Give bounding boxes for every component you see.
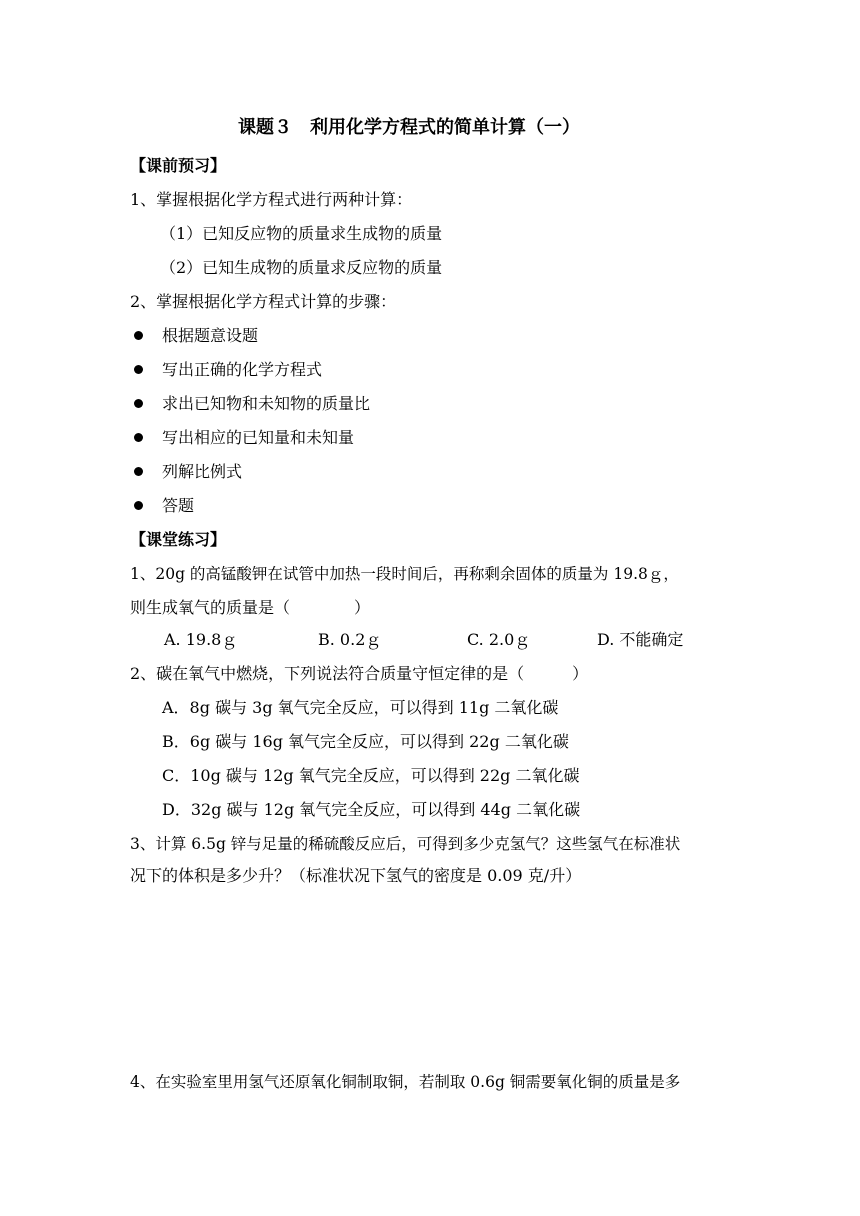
preview-heading: 【课前预习】 — [130, 156, 227, 175]
practice-heading: 【课堂练习】 — [130, 530, 227, 549]
step-item: 写出相应的已知量和未知量 — [162, 428, 355, 447]
preview-sub-2: （2）已知生成物的质量求反应物的质量 — [160, 258, 443, 277]
bullet-icon — [134, 501, 143, 510]
bullet-icon — [134, 433, 143, 442]
question-2-stem: 2、碳在氧气中燃烧，下列说法符合质量守恒定律的是（ ） — [130, 664, 589, 683]
step-item: 写出正确的化学方程式 — [162, 360, 323, 379]
question-4-line-1: 4、在实验室里用氢气还原氧化铜制取铜，若制取 0.6g 铜需要氧化铜的质量是多 — [130, 1073, 681, 1091]
q1-option-a: A. 19.8ｇ — [164, 630, 238, 649]
bullet-icon — [134, 467, 143, 476]
step-item: 答题 — [162, 496, 195, 515]
bullet-icon — [134, 399, 143, 408]
q1-option-c: C. 2.0ｇ — [467, 630, 531, 649]
question-1-line-2: 则生成氧气的质量是（ ） — [130, 598, 371, 617]
preview-item-1: 1、掌握根据化学方程式进行两种计算： — [130, 190, 413, 209]
page-title: 课题３ 利用化学方程式的简单计算（一） — [238, 117, 580, 138]
question-3-line-2: 况下的体积是多少升？（标准状况下氢气的密度是 0.09 克/升） — [130, 866, 582, 885]
question-3-line-1: 3、计算 6.5g 锌与足量的稀硫酸反应后，可得到多少克氢气？这些氢气在标准状 — [130, 835, 681, 853]
q1-option-d: D. 不能确定 — [597, 630, 684, 649]
preview-item-2: 2、掌握根据化学方程式计算的步骤： — [130, 292, 397, 311]
q2-option-c: C．10g 碳与 12g 氧气完全反应，可以得到 22g 二氧化碳 — [162, 766, 580, 785]
preview-sub-1: （1）已知反应物的质量求生成物的质量 — [160, 224, 443, 243]
bullet-icon — [134, 365, 143, 374]
question-1-line-1: 1、20g 的高锰酸钾在试管中加热一段时间后，再称剩余固体的质量为 19.8ｇ， — [130, 565, 679, 583]
q2-option-a: A．8g 碳与 3g 氧气完全反应，可以得到 11g 二氧化碳 — [162, 698, 559, 717]
step-item: 列解比例式 — [162, 462, 243, 481]
q2-option-b: B．6g 碳与 16g 氧气完全反应，可以得到 22g 二氧化碳 — [162, 732, 569, 751]
q2-option-d: D．32g 碳与 12g 氧气完全反应，可以得到 44g 二氧化碳 — [162, 800, 581, 819]
bullet-icon — [134, 331, 143, 340]
step-item: 求出已知物和未知物的质量比 — [162, 394, 371, 413]
q1-option-b: B. 0.2ｇ — [318, 630, 382, 649]
step-item: 根据题意设题 — [162, 326, 259, 345]
